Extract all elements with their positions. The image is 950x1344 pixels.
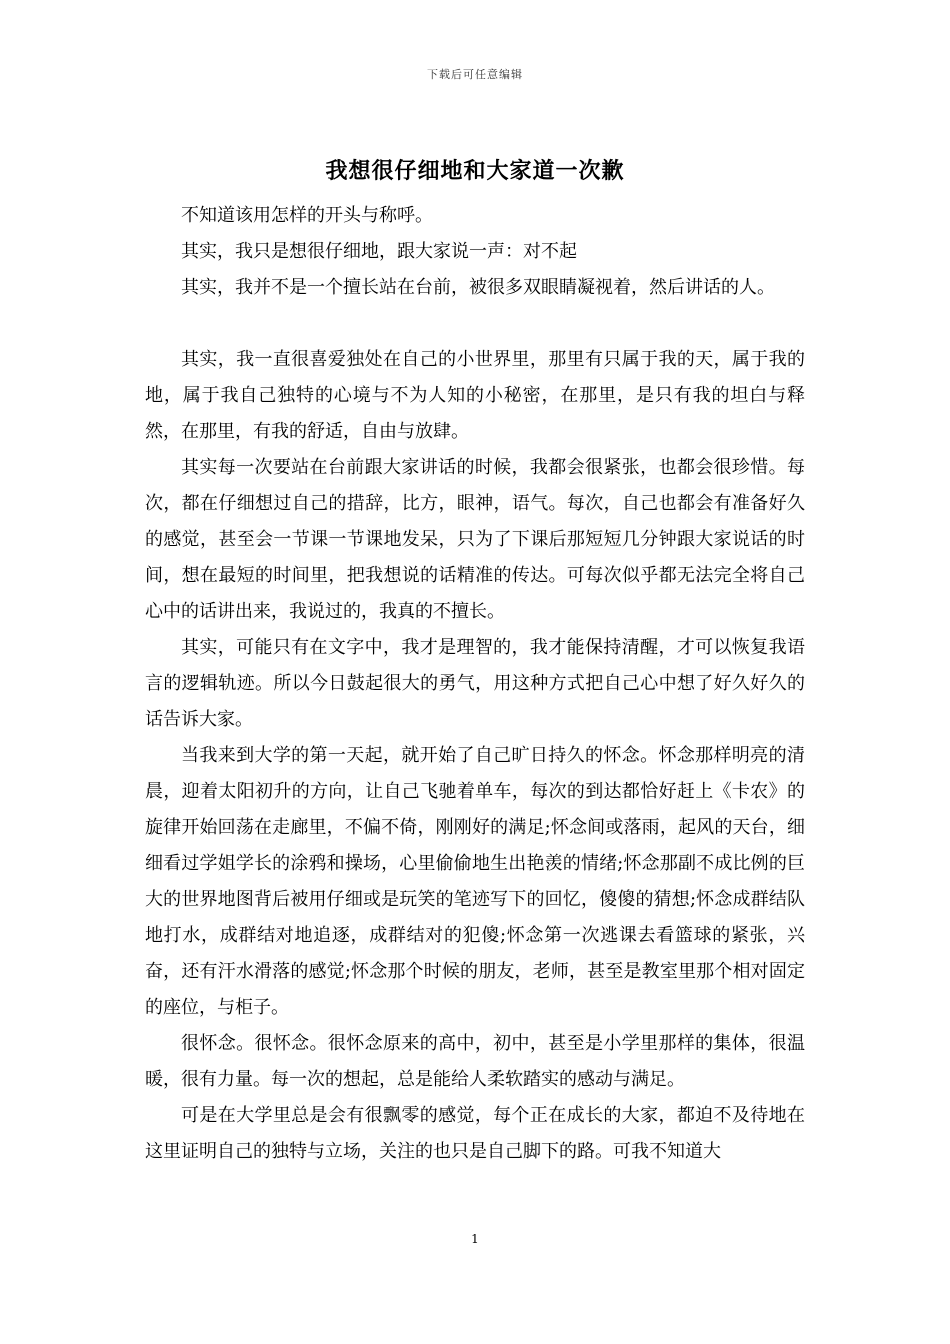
paragraph: 可是在大学里总是会有很飘零的感觉，每个正在成长的大家，都迫不及待地在这里证明自己的独特与立场，关注的也只是自己脚下的路。可我不知道大 <box>145 1105 805 1162</box>
paragraph: 其实，我并不是一个擅长站在台前，被很多双眼睛凝视着，然后讲话的人。 <box>181 277 775 298</box>
document-title: 我想很仔细地和大家道一次歉 <box>325 158 625 184</box>
paragraph: 其实每一次要站在台前跟大家讲话的时候，我都会很紧张，也都会很珍惜。每次，都在仔细想过自己的措辞，比方，眼神，语气。每次，自己也都会有准备好久的感觉，甚至会一节课一节课地发呆，只为了下课后那短短几分钟跟大家说话的时间，想在最短的时间里，把我想说的话精准的传达。可每次似乎都无法完全将自己心中的话讲出来，我说过的，我真的不擅长。 <box>145 457 805 622</box>
paragraph: 不知道该用怎样的开头与称呼。 <box>181 205 433 226</box>
paragraph: 其实，我只是想很仔细地，跟大家说一声：对不起 <box>181 241 577 262</box>
document-body <box>145 198 805 1170</box>
page-header: 下载后可任意编辑 <box>427 68 523 81</box>
paragraph: 当我来到大学的第一天起，就开始了自己旷日持久的怀念。怀念那样明亮的清晨，迎着太阳初升的方向，让自己飞驰着单车，每次的到达都恰好赶上《卡农》的旋律开始回荡在走廊里，不偏不倚，刚刚好的满足;怀念间或落雨，起风的天台，细细看过学姐学长的涂鸦和操场，心里偷偷地生出艳羡的情绪;怀念那副不成比例的巨大的世界地图背后被用仔细或是玩笑的笔迹写下的回忆，傻傻的猜想;怀念成群结队地打水，成群结对地追逐，成群结对的犯傻;怀念第一次逃课去看篮球的紧张，兴奋，还有汗水滑落的感觉;怀念那个时候的朋友，老师，甚至是教室里那个相对固定的座位，与柜子。 <box>145 745 805 1018</box>
paragraph: 其实，我一直很喜爱独处在自己的小世界里，那里有只属于我的天，属于我的地，属于我自己独特的心境与不为人知的小秘密，在那里，是只有我的坦白与释然，在那里，有我的舒适，自由与放肆。 <box>145 349 805 442</box>
paragraph-gap <box>145 306 805 342</box>
paragraph: 其实，可能只有在文字中，我才是理智的，我才能保持清醒，才可以恢复我语言的逻辑轨迹。所以今日鼓起很大的勇气，用这种方式把自己心中想了好久好久的话告诉大家。 <box>145 637 805 730</box>
page-number: 1 <box>471 1232 479 1246</box>
paragraph: 很怀念。很怀念。很怀念原来的高中，初中，甚至是小学里那样的集体，很温暖，很有力量。每一次的想起，总是能给人柔软踏实的感动与满足。 <box>145 1033 805 1090</box>
